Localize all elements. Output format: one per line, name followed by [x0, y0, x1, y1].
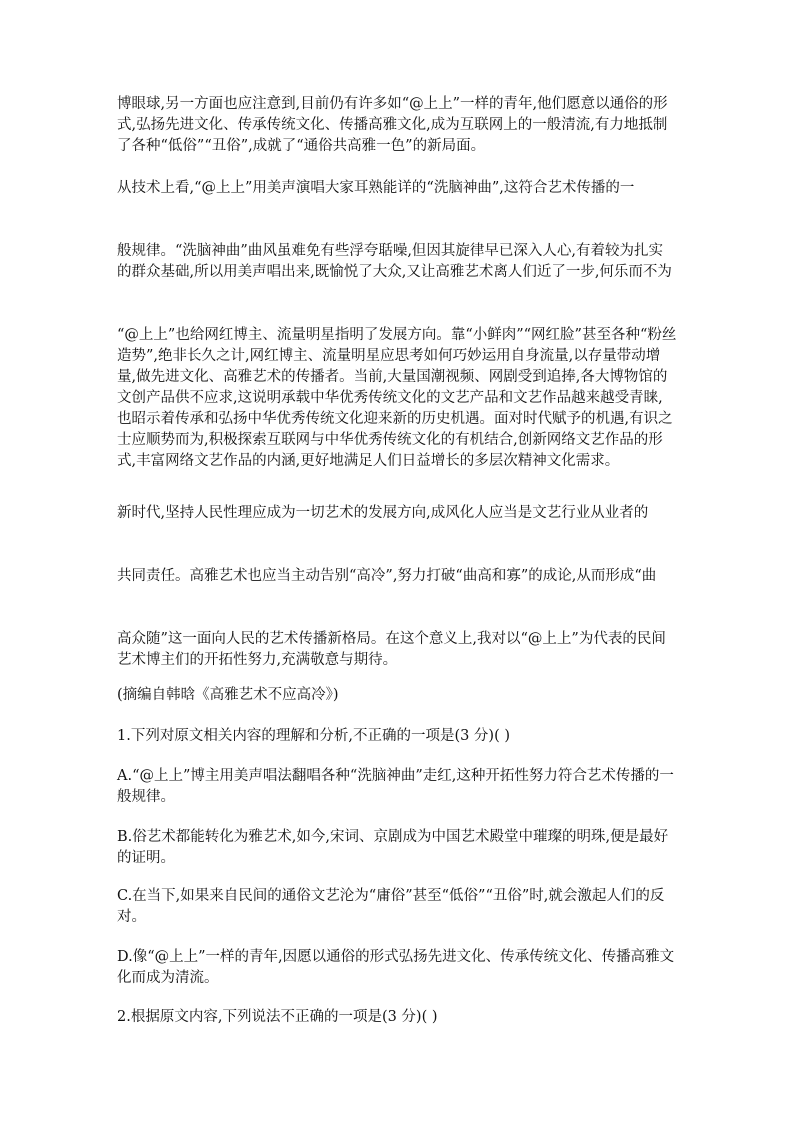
question-2: 2.根据原文内容,下列说法不正确的一项是(3 分)( ) [117, 1009, 438, 1025]
paragraph-6: 共同责任。高雅艺术也应当主动告别“高冷”,努力打破“曲高和寡”的成论,从而形成“曲 [117, 568, 657, 584]
paragraph-5: 新时代,坚持人民性理应成为一切艺术的发展方向,成风化人应当是文艺行业从业者的 [117, 505, 649, 521]
option-1a: A.“@上上”博主用美声唱法翻唱各种“洗脑神曲”走红,这种开拓性努力符合艺术传播的一般规律。 [117, 768, 674, 805]
option-1b: B.俗艺术都能转化为雅艺术,如今,宋词、京剧成为中国艺术殿堂中璀璨的明珠,便是最好的证明。 [117, 829, 669, 866]
question-1: 1.下列对原文相关内容的理解和分析,不正确的一项是(3 分)( ) [117, 728, 511, 744]
paragraph-4: “@上上”也给网红博主、流量明星指明了发展方向。靠“小鲜肉”“网红脸”甚至各种“粉丝造势”,绝非长久之计,网红博主、流量明星应思考如何巧妙运用自身流量,以存量带动增量,做先进文化、高雅艺术的传播者。当前,大量国潮视频、网剧受到追捧,各大博物馆的文创产品供不应求,这说明承载中华优秀传统文化的文艺产品和文艺作品越来越受青睐,也昭示着传承和弘扬中华优秀传统文化迎来新的历史机遇。面对时代赋予的机遇,有识之士应顺势而为,积极探索互联网与中华优秀传统文化的有机结合,创新网络文艺作品的形式,丰富网络文艺作品的内涵,更好地满足人们日益增长的多层次精神文化需求。 [117, 327, 677, 469]
paragraph-3: 般规律。“洗脑神曲”曲风虽难免有些浮夸聒噪,但因其旋律早已深入人心,有着较为扎实的群众基础,所以用美声唱出来,既愉悦了大众,又让高雅艺术离人们近了一步,何乐而不为 [117, 243, 672, 280]
paragraph-1: 博眼球,另一方面也应注意到,目前仍有许多如“@上上”一样的青年,他们愿意以通俗的形式,弘扬先进文化、传承传统文化、传播高雅文化,成为互联网上的一般清流,有力地抵制了各种“低俗”“丑俗”,成就了“通俗共高雅一色”的新局面。 [117, 96, 668, 154]
option-1d: D.像“@上上”一样的青年,因愿以通俗的形式弘扬先进文化、传承传统文化、传播高雅文化而成为清流。 [117, 949, 675, 986]
option-1c: C.在当下,如果来自民间的通俗文艺沦为“庸俗”甚至“低俗”“丑俗”时,就会激起人们的反对。 [117, 888, 665, 925]
paragraph-2: 从技术上看,“@上上”用美声演唱大家耳熟能详的“洗脑神曲”,这符合艺术传播的一 [117, 180, 635, 196]
paragraph-7: 高众随”这一面向人民的艺术传播新格局。在这个意义上,我对以“@上上”为代表的民间艺术博主们的开拓性努力,充满敬意与期待。 [117, 631, 666, 668]
source-citation: (摘编自韩晗《高雅艺术不应高冷》) [117, 687, 339, 703]
